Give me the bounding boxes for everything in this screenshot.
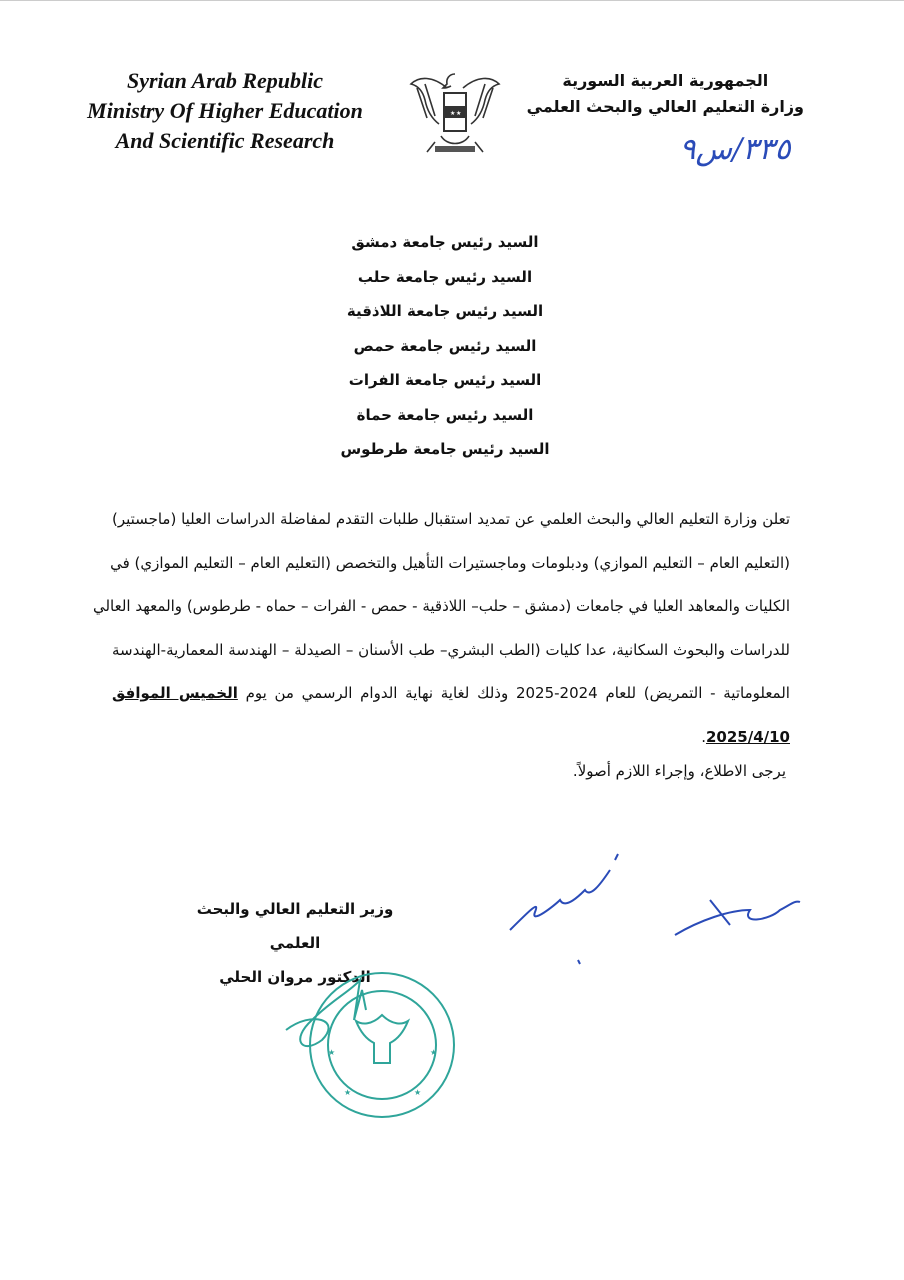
svg-text:★: ★	[344, 1088, 352, 1097]
addressee: السيد رئيس جامعة الفرات	[348, 371, 542, 389]
english-letterhead	[60, 66, 390, 156]
body-line: تعلن وزارة التعليم العالي والبحث العلمي عن تمديد استقبال طلبات التقدم لمفاضلة الدراسات العليا (ماجستير)	[112, 510, 790, 528]
letterhead-line: وزارة التعليم العالي والبحث العلمي	[526, 97, 804, 116]
reference-number: ٣٣٥/س٩	[679, 132, 791, 167]
addressee: السيد رئيس جامعة حلب	[357, 267, 533, 286]
deadline-date: 2025/4/10	[705, 727, 790, 746]
body-line-with-day	[112, 672, 790, 716]
addressee: السيد رئيس جامعة اللاذقية	[346, 302, 544, 320]
addressee: السيد رئيس جامعة حمص	[353, 336, 537, 355]
addressee: السيد رئيس جامعة حماة	[356, 405, 534, 424]
svg-text:★: ★	[456, 110, 462, 117]
closing-line: يرجى الاطلاع، وإجراء اللازم أصولاً.	[572, 762, 786, 780]
emphasis-day: الخميس الموافق	[112, 684, 238, 702]
addressee: السيد رئيس جامعة دمشق	[351, 233, 539, 251]
body-line-date: 2025/4/10.	[701, 727, 790, 746]
body-line: المعلوماتية - التمريض) للعام 2024-2025 وذلك لغاية نهاية الدوام الرسمي من يوم	[245, 684, 790, 702]
announcement-body	[92, 498, 790, 759]
official-stamp-icon	[282, 960, 462, 1130]
eagle-emblem-icon	[405, 66, 505, 158]
letterhead-line: الجمهورية العربية السورية	[562, 71, 769, 90]
page-edge	[0, 0, 904, 1]
svg-text:★: ★	[328, 1048, 336, 1057]
letterhead-line: Syrian Arab Republic	[127, 68, 323, 93]
letterhead-line: And Scientific Research	[115, 128, 335, 153]
body-line: (التعليم العام – التعليم الموازي) ودبلومات وماجستيرات التأهيل والتخصص (التعليم العام – التعليم الموازي) في	[110, 553, 790, 572]
body-line: الكليات والمعاهد العليا في جامعات (دمشق – حلب– اللاذقية - حمص - الفرات – حماه - طرطوس) والمعهد العالي	[92, 597, 790, 615]
handwritten-initials-icon	[670, 880, 810, 950]
letterhead-line: Ministry Of Higher Education	[87, 98, 363, 123]
arabic-letterhead	[527, 68, 804, 120]
svg-text:★: ★	[414, 1088, 422, 1097]
addressee: السيد رئيس جامعة طرطوس	[340, 440, 550, 458]
signatory-name: الدكتور مروان الحلي	[219, 968, 371, 986]
svg-text:★: ★	[430, 1048, 438, 1057]
handwritten-signature-icon	[500, 850, 640, 970]
svg-text:★: ★	[450, 110, 456, 117]
addressee-list	[300, 225, 590, 467]
signatory-title: وزير التعليم العالي والبحث العلمي	[196, 900, 394, 952]
body-line: للدراسات والبحوث السكانية، عدا كليات (الطب البشري– طب الأسنان – الصيدلة – الهندسة المعمارية-الهندسة	[112, 640, 790, 659]
